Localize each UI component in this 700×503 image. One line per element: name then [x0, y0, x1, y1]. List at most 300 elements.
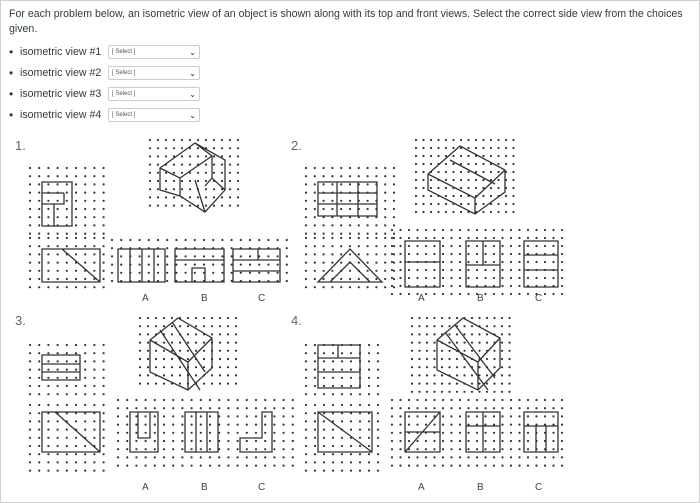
- grid-dot: [47, 429, 49, 431]
- grid-dot: [433, 253, 435, 255]
- choice-label-a: A: [142, 293, 149, 304]
- grid-dot: [490, 211, 492, 213]
- grid-dot: [84, 360, 86, 362]
- grid-dot: [493, 350, 495, 352]
- grid-dot: [422, 195, 424, 197]
- grid-dot: [323, 360, 325, 362]
- grid-dot: [57, 183, 59, 185]
- grid-dot: [518, 424, 520, 426]
- grid-dot: [163, 448, 165, 450]
- grid-dot: [384, 192, 386, 194]
- grid-dot: [349, 286, 351, 288]
- grid-dot: [227, 350, 229, 352]
- grid-dot: [29, 262, 31, 264]
- grid-dot: [367, 167, 369, 169]
- grid-dot: [126, 415, 128, 417]
- grid-dot: [493, 317, 495, 319]
- grid-dot: [75, 208, 77, 210]
- grid-dot: [149, 155, 151, 157]
- grid-dot: [350, 360, 352, 362]
- grid-dot: [57, 352, 59, 354]
- grid-dot: [497, 147, 499, 149]
- grid-dot: [47, 208, 49, 210]
- grid-dot: [211, 374, 213, 376]
- grid-dot: [231, 239, 233, 241]
- grid-dot: [212, 255, 214, 257]
- grid-dot: [544, 399, 546, 401]
- grid-dot: [478, 333, 480, 335]
- grid-dot: [467, 187, 469, 189]
- grid-dot: [47, 245, 49, 247]
- grid-dot: [66, 437, 68, 439]
- grid-dot: [57, 369, 59, 371]
- grid-dot: [209, 465, 211, 467]
- grid-dot: [331, 200, 333, 202]
- grid-dot: [29, 470, 31, 472]
- grid-dot: [478, 391, 480, 393]
- grid-dot: [240, 272, 242, 274]
- grid-dot: [314, 369, 316, 371]
- grid-dot: [75, 453, 77, 455]
- grid-dot: [213, 188, 215, 190]
- grid-dot: [471, 383, 473, 385]
- grid-dot: [292, 432, 294, 434]
- grid-dot: [450, 399, 452, 401]
- grid-dot: [341, 369, 343, 371]
- grid-dot: [314, 445, 316, 447]
- grid-dot: [518, 229, 520, 231]
- grid-dot: [264, 399, 266, 401]
- grid-dot: [139, 272, 141, 274]
- grid-dot: [38, 253, 40, 255]
- grid-dot: [476, 269, 478, 271]
- grid-dot: [38, 420, 40, 422]
- grid-dot: [172, 415, 174, 417]
- grid-dot: [391, 440, 393, 442]
- grid-dot: [314, 245, 316, 247]
- grid-dot: [197, 196, 199, 198]
- grid-dot: [38, 470, 40, 472]
- grid-dot: [66, 352, 68, 354]
- grid-dot: [66, 393, 68, 395]
- grid-dot: [57, 233, 59, 235]
- grid-dot: [478, 350, 480, 352]
- grid-dot: [384, 200, 386, 202]
- grid-dot: [237, 432, 239, 434]
- grid-dot: [497, 139, 499, 141]
- grid-dot: [350, 377, 352, 379]
- grid-dot: [544, 237, 546, 239]
- grid-dot: [84, 445, 86, 447]
- grid-dot: [433, 229, 435, 231]
- grid-dot: [425, 253, 427, 255]
- grid-dot: [399, 432, 401, 434]
- grid-dot: [29, 404, 31, 406]
- grid-dot: [437, 203, 439, 205]
- grid-dot: [493, 253, 495, 255]
- grid-dot: [415, 187, 417, 189]
- grid-dot: [149, 139, 151, 141]
- grid-dot: [179, 374, 181, 376]
- grid-dot: [103, 420, 105, 422]
- grid-dot: [47, 183, 49, 185]
- grid-dot: [75, 393, 77, 395]
- grid-dot: [155, 350, 157, 352]
- grid-dot: [493, 383, 495, 385]
- grid-dot: [264, 456, 266, 458]
- grid-dot: [229, 155, 231, 157]
- grid-dot: [237, 147, 239, 149]
- grid-dot: [163, 432, 165, 434]
- grid-dot: [277, 272, 279, 274]
- grid-dot: [255, 440, 257, 442]
- grid-dot: [264, 448, 266, 450]
- problem-3-choice-a: [130, 412, 158, 452]
- grid-dot: [103, 233, 105, 235]
- grid-dot: [191, 407, 193, 409]
- grid-dot: [255, 424, 257, 426]
- grid-dot: [29, 344, 31, 346]
- grid-dot: [163, 342, 165, 344]
- grid-dot: [84, 253, 86, 255]
- grid-dot: [264, 465, 266, 467]
- grid-dot: [377, 412, 379, 414]
- grid-dot: [75, 461, 77, 463]
- grid-dot: [38, 404, 40, 406]
- grid-dot: [484, 229, 486, 231]
- grid-dot: [205, 155, 207, 157]
- grid-dot: [399, 448, 401, 450]
- grid-dot: [218, 465, 220, 467]
- grid-dot: [375, 270, 377, 272]
- grid-dot: [433, 350, 435, 352]
- grid-dot: [38, 369, 40, 371]
- grid-dot: [264, 407, 266, 409]
- grid-dot: [544, 465, 546, 467]
- grid-dot: [331, 245, 333, 247]
- grid-dot: [283, 440, 285, 442]
- grid-dot: [103, 385, 105, 387]
- grid-dot: [219, 374, 221, 376]
- grid-dot: [179, 383, 181, 385]
- grid-dot: [493, 415, 495, 417]
- bullet: •: [9, 66, 14, 80]
- grid-dot: [314, 404, 316, 406]
- grid-dot: [237, 465, 239, 467]
- grid-dot: [484, 440, 486, 442]
- grid-dot: [75, 270, 77, 272]
- grid-dot: [47, 270, 49, 272]
- grid-dot: [331, 224, 333, 226]
- grid-dot: [305, 262, 307, 264]
- grid-dot: [368, 377, 370, 379]
- grid-dot: [367, 253, 369, 255]
- grid-dot: [221, 147, 223, 149]
- grid-dot: [47, 167, 49, 169]
- grid-dot: [437, 147, 439, 149]
- grid-dot: [368, 393, 370, 395]
- grid-dot: [399, 456, 401, 458]
- grid-dot: [375, 237, 377, 239]
- grid-dot: [66, 286, 68, 288]
- grid-dot: [552, 399, 554, 401]
- grid-dot: [368, 470, 370, 472]
- grid-dot: [203, 358, 205, 360]
- grid-dot: [331, 237, 333, 239]
- grid-dot: [408, 465, 410, 467]
- grid-dot: [185, 264, 187, 266]
- grid-dot: [445, 195, 447, 197]
- grid-dot: [126, 448, 128, 450]
- grid-dot: [359, 404, 361, 406]
- grid-dot: [422, 211, 424, 213]
- grid-dot: [425, 229, 427, 231]
- grid-dot: [103, 262, 105, 264]
- grid-dot: [484, 261, 486, 263]
- grid-dot: [510, 415, 512, 417]
- grid-dot: [171, 358, 173, 360]
- grid-dot: [264, 415, 266, 417]
- grid-dot: [493, 261, 495, 263]
- grid-dot: [332, 461, 334, 463]
- grid-dot: [221, 255, 223, 257]
- grid-dot: [157, 164, 159, 166]
- grid-dot: [185, 239, 187, 241]
- grid-dot: [341, 404, 343, 406]
- grid-dot: [408, 415, 410, 417]
- grid-dot: [29, 167, 31, 169]
- grid-dot: [237, 424, 239, 426]
- grid-dot: [47, 445, 49, 447]
- grid-dot: [452, 147, 454, 149]
- grid-dot: [510, 237, 512, 239]
- grid-dot: [195, 325, 197, 327]
- grid-dot: [448, 325, 450, 327]
- grid-dot: [422, 147, 424, 149]
- choice-label-b: B: [201, 482, 208, 493]
- grid-dot: [478, 342, 480, 344]
- grid-dot: [460, 171, 462, 173]
- grid-dot: [463, 342, 465, 344]
- grid-dot: [75, 175, 77, 177]
- grid-dot: [367, 175, 369, 177]
- grid-dot: [57, 461, 59, 463]
- grid-dot: [323, 352, 325, 354]
- grid-dot: [305, 344, 307, 346]
- grid-dot: [103, 208, 105, 210]
- grid-dot: [126, 407, 128, 409]
- grid-dot: [305, 429, 307, 431]
- grid-dot: [460, 139, 462, 141]
- grid-dot: [415, 155, 417, 157]
- grid-dot: [172, 440, 174, 442]
- grid-dot: [219, 366, 221, 368]
- grid-dot: [508, 374, 510, 376]
- grid-dot: [221, 139, 223, 141]
- grid-dot: [273, 399, 275, 401]
- grid-dot: [501, 465, 503, 467]
- grid-dot: [467, 269, 469, 271]
- grid-dot: [450, 432, 452, 434]
- problem-4-top-view: [318, 345, 360, 388]
- grid-dot: [66, 208, 68, 210]
- grid-dot: [147, 342, 149, 344]
- grid-dot: [139, 255, 141, 257]
- grid-dot: [484, 415, 486, 417]
- grid-dot: [139, 383, 141, 385]
- grid-dot: [561, 465, 563, 467]
- grid-dot: [179, 325, 181, 327]
- grid-dot: [425, 399, 427, 401]
- grid-dot: [139, 264, 141, 266]
- grid-dot: [75, 404, 77, 406]
- grid-dot: [459, 432, 461, 434]
- grid-dot: [292, 399, 294, 401]
- grid-dot: [416, 424, 418, 426]
- grid-dot: [126, 399, 128, 401]
- grid-dot: [467, 155, 469, 157]
- grid-dot: [163, 383, 165, 385]
- grid-dot: [497, 203, 499, 205]
- grid-dot: [57, 385, 59, 387]
- grid-dot: [185, 255, 187, 257]
- grid-dot: [75, 253, 77, 255]
- grid-dot: [467, 253, 469, 255]
- grid-dot: [535, 229, 537, 231]
- grid-dot: [249, 239, 251, 241]
- grid-dot: [497, 155, 499, 157]
- grid-dot: [368, 420, 370, 422]
- grid-dot: [508, 350, 510, 352]
- grid-dot: [75, 445, 77, 447]
- grid-dot: [437, 211, 439, 213]
- grid-dot: [384, 286, 386, 288]
- problem-2-choice-c: [524, 241, 558, 287]
- grid-dot: [476, 456, 478, 458]
- grid-dot: [165, 205, 167, 207]
- grid-dot: [512, 187, 514, 189]
- grid-dot: [391, 237, 393, 239]
- grid-dot: [75, 200, 77, 202]
- grid-dot: [408, 229, 410, 231]
- grid-dot: [84, 208, 86, 210]
- grid-dot: [323, 420, 325, 422]
- grid-dot: [213, 196, 215, 198]
- grid-dot: [273, 465, 275, 467]
- grid-dot: [493, 325, 495, 327]
- grid-dot: [437, 155, 439, 157]
- grid-dot: [340, 286, 342, 288]
- grid-dot: [84, 183, 86, 185]
- grid-dot: [391, 448, 393, 450]
- grid-dot: [173, 164, 175, 166]
- grid-dot: [227, 424, 229, 426]
- grid-dot: [415, 139, 417, 141]
- grid-dot: [359, 393, 361, 395]
- grid-dot: [75, 286, 77, 288]
- grid-dot: [229, 188, 231, 190]
- grid-dot: [452, 179, 454, 181]
- grid-dot: [305, 385, 307, 387]
- grid-dot: [103, 224, 105, 226]
- grid-dot: [350, 420, 352, 422]
- grid-dot: [508, 325, 510, 327]
- grid-dot: [75, 233, 77, 235]
- grid-dot: [501, 325, 503, 327]
- grid-dot: [211, 317, 213, 319]
- grid-dot: [93, 183, 95, 185]
- grid-dot: [93, 216, 95, 218]
- grid-dot: [235, 342, 237, 344]
- grid-dot: [314, 278, 316, 280]
- grid-dot: [384, 208, 386, 210]
- grid-dot: [218, 407, 220, 409]
- grid-dot: [84, 200, 86, 202]
- grid-dot: [57, 167, 59, 169]
- grid-dot: [267, 264, 269, 266]
- grid-dot: [163, 325, 165, 327]
- grid-dot: [375, 245, 377, 247]
- grid-dot: [512, 195, 514, 197]
- grid-dot: [527, 399, 529, 401]
- grid-dot: [305, 470, 307, 472]
- grid-dot: [433, 237, 435, 239]
- grid-dot: [147, 358, 149, 360]
- grid-dot: [416, 448, 418, 450]
- grid-dot: [93, 453, 95, 455]
- grid-dot: [471, 317, 473, 319]
- grid-dot: [163, 358, 165, 360]
- grid-dot: [139, 317, 141, 319]
- grid-dot: [29, 192, 31, 194]
- grid-dot: [237, 205, 239, 207]
- grid-dot: [93, 270, 95, 272]
- grid-dot: [493, 245, 495, 247]
- grid-dot: [209, 440, 211, 442]
- grid-dot: [510, 285, 512, 287]
- grid-dot: [422, 187, 424, 189]
- grid-dot: [194, 264, 196, 266]
- grid-dot: [205, 139, 207, 141]
- grid-dot: [235, 325, 237, 327]
- grid-dot: [391, 269, 393, 271]
- grid-dot: [331, 233, 333, 235]
- grid-dot: [418, 374, 420, 376]
- grid-dot: [450, 424, 452, 426]
- grid-dot: [38, 262, 40, 264]
- grid-dot: [38, 216, 40, 218]
- grid-dot: [456, 342, 458, 344]
- grid-dot: [341, 461, 343, 463]
- grid-dot: [377, 360, 379, 362]
- grid-dot: [391, 424, 393, 426]
- grid-dot: [323, 461, 325, 463]
- grid-dot: [450, 253, 452, 255]
- grid-dot: [367, 270, 369, 272]
- grid-dot: [442, 415, 444, 417]
- grid-dot: [277, 264, 279, 266]
- grid-dot: [135, 424, 137, 426]
- grid-dot: [452, 163, 454, 165]
- grid-dot: [512, 203, 514, 205]
- grid-dot: [442, 237, 444, 239]
- grid-dot: [93, 253, 95, 255]
- grid-dot: [145, 448, 147, 450]
- grid-dot: [38, 286, 40, 288]
- grid-dot: [552, 407, 554, 409]
- grid-dot: [93, 200, 95, 202]
- grid-dot: [75, 245, 77, 247]
